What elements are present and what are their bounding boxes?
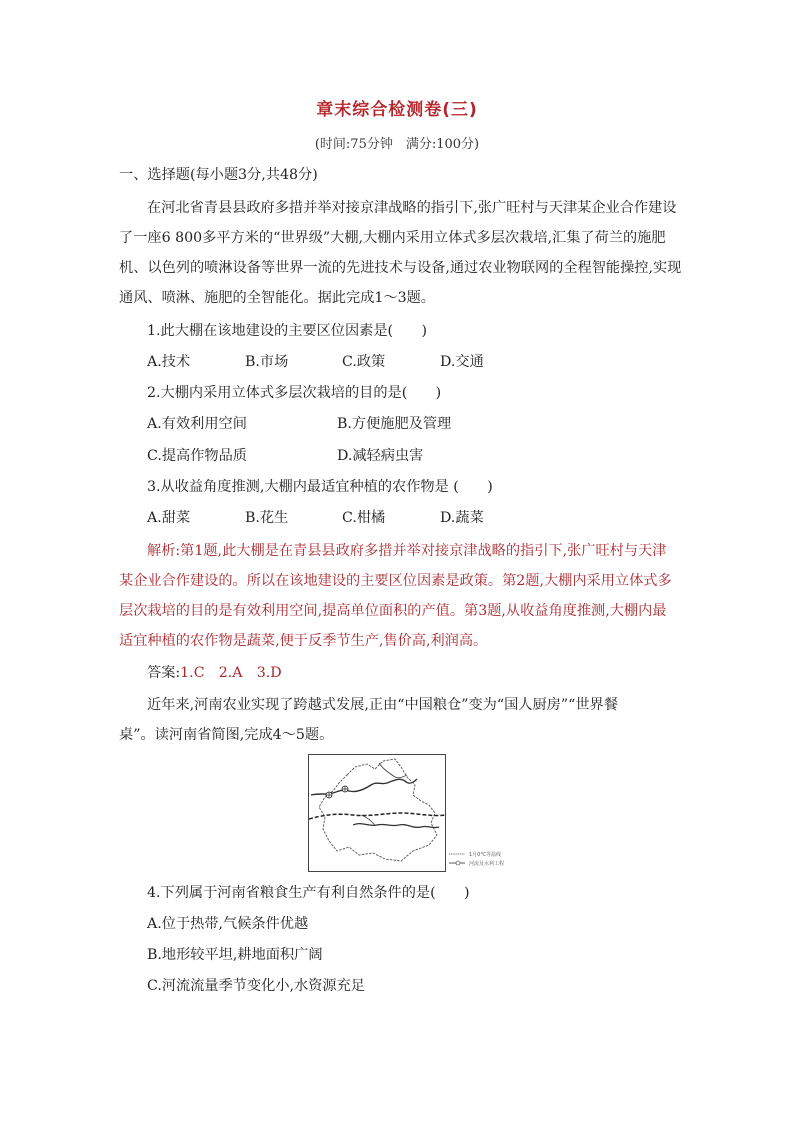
question-1-stem: 1.此大棚在该地建设的主要区位因素是( )	[147, 323, 427, 339]
passage1-line-4: 通风、喷淋、施肥的全智能化。据此完成1～3题。	[119, 290, 435, 306]
passage2-line-1: 近年来,河南农业实现了跨越式发展,正由“中国粮仓”变为“国人厨房”“世界餐	[147, 697, 618, 713]
province-boundary	[319, 759, 437, 861]
question-2-option-b: B.方便施肥及管理	[337, 416, 452, 432]
question-4-option-b: B.地形较平坦,耕地面积广阔	[147, 947, 323, 963]
analysis-line-3: 层次栽培的目的是有效利用空间,提高单位面积的产值。第3题,从收益角度推测,大棚内最	[119, 603, 667, 619]
water-project-icon	[342, 786, 348, 792]
question-4-option-c: C.河流流量季节变化小,水资源充足	[147, 978, 365, 994]
water-project-icon	[326, 792, 332, 798]
passage1-line-2: 了一座6 800多平方米的“世界级”大棚,大棚内采用立体式多层次栽培,汇集了荷兰的施肥	[119, 230, 666, 246]
question-2-option-a: A.有效利用空间	[147, 416, 247, 432]
henan-map	[309, 755, 445, 871]
answer-value: 1.C 2.A 3.D	[180, 665, 282, 681]
question-2-stem: 2.大棚内采用立体式多层次栽培的目的是( )	[147, 385, 442, 401]
question-2-option-c: C.提高作物品质	[147, 448, 247, 464]
answer-line	[147, 663, 282, 683]
legend-project-icon	[456, 861, 460, 865]
question-4-stem: 4.下列属于河南省粮食生产有利自然条件的是( )	[147, 885, 470, 901]
question-4-option-a: A.位于热带,气候条件优越	[147, 916, 309, 932]
question-3-option-c: C.柑橘	[342, 510, 386, 526]
question-1-option-d: D.交通	[440, 354, 484, 370]
answer-label: 答案:	[147, 665, 181, 681]
legend-river-label: 河流及水利工程	[469, 861, 505, 867]
question-1-option-b: B.市场	[245, 354, 289, 370]
passage2-line-2: 桌”。读河南省简图,完成4～5题。	[119, 727, 334, 743]
question-3-option-d: D.蔬菜	[440, 510, 484, 526]
question-1-option-c: C.政策	[342, 354, 386, 370]
analysis-line-2: 某企业合作建设的。所以在该地建设的主要区位因素是政策。第2题,大棚内采用立体式多	[119, 573, 672, 589]
question-3-option-b: B.花生	[245, 510, 289, 526]
henan-map-figure	[308, 754, 516, 872]
huai-river	[353, 824, 439, 828]
legend-isotherm-label: 1月0℃等温线	[469, 852, 501, 858]
question-3-stem: 3.从收益角度推测,大棚内最适宜种植的农作物是 ( )	[147, 479, 493, 495]
section-heading: 一、选择题(每小题3分,共48分)	[119, 167, 318, 183]
exam-info: (时间:75分钟 满分:100分)	[314, 137, 480, 152]
passage1-line-3: 机、以色列的喷淋设备等世界一流的先进技术与设备,通过农业物联网的全程智能操控,实现	[119, 260, 682, 276]
question-1-option-a: A.技术	[147, 354, 191, 370]
analysis-line-1: 解析:第1题,此大棚是在青县县政府多措并举对接京津战略的指引下,张广旺村与天津	[147, 543, 667, 559]
legend-symbols	[448, 851, 468, 867]
passage1-line-1: 在河北省青县县政府多措并举对接京津战略的指引下,张广旺村与天津某企业合作建设	[147, 200, 677, 216]
page-title: 章末综合检测卷(三)	[316, 100, 478, 120]
isotherm-line	[309, 813, 445, 819]
analysis-line-4: 适宜种植的农作物是蔬菜,便于反季节生产,售价高,利润高。	[119, 633, 488, 649]
map-frame	[308, 754, 446, 872]
question-3-option-a: A.甜菜	[147, 510, 191, 526]
question-2-option-d: D.减轻病虫害	[337, 448, 424, 464]
